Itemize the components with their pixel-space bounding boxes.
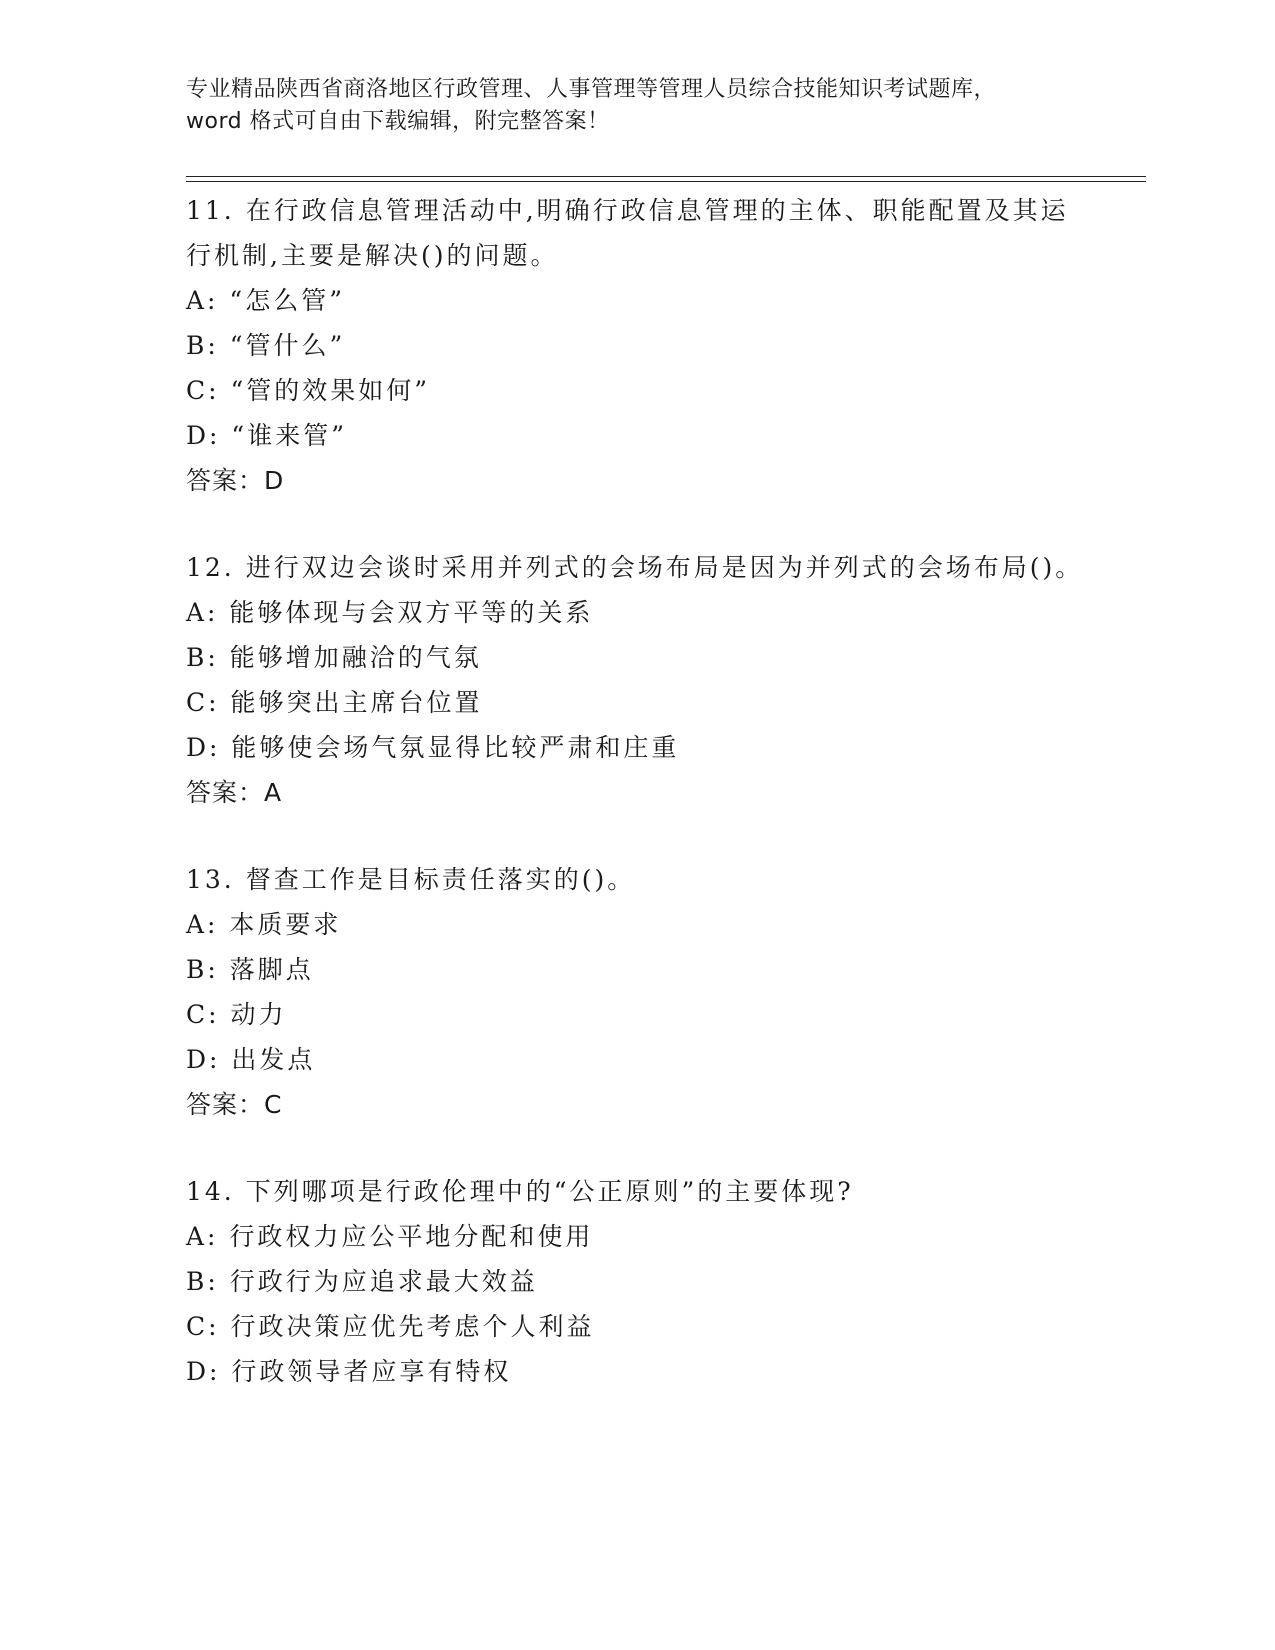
option-c: C: “管的效果如何”	[186, 376, 431, 405]
option-c: C: 动力	[186, 1000, 287, 1029]
option-a: A: 本质要求	[186, 910, 342, 939]
option-b: B: “管什么”	[186, 331, 346, 360]
option-b: B: 行政行为应追求最大效益	[186, 1267, 538, 1296]
answer-line: 答案：A	[186, 778, 283, 807]
option-d: D: “谁来管”	[186, 421, 347, 450]
option-d: D: 能够使会场气氛显得比较严肃和庄重	[186, 733, 680, 762]
header-line-1: 专业精品陕西省商洛地区行政管理、人事管理等管理人员综合技能知识考试题库，	[186, 77, 997, 102]
option-d: D: 出发点	[186, 1045, 316, 1074]
option-d: D: 行政领导者应享有特权	[186, 1357, 512, 1386]
option-b: B: 能够增加融洽的气氛	[186, 643, 482, 672]
question-stem: 14. 下列哪项是行政伦理中的“公正原则”的主要体现?	[186, 1177, 854, 1206]
page-header	[186, 74, 1106, 138]
question-stem: 13. 督查工作是目标责任落实的()。	[186, 865, 636, 894]
question-list	[186, 188, 1086, 1436]
answer-line: 答案：D	[186, 466, 285, 495]
option-a: A: “怎么管”	[186, 286, 345, 315]
question-11	[186, 188, 1086, 503]
answer-line: 答案：C	[186, 1090, 283, 1119]
question-13	[186, 857, 1086, 1127]
header-divider-top	[186, 176, 1146, 177]
option-c: C: 能够突出主席台位置	[186, 688, 483, 717]
question-12	[186, 545, 1086, 815]
option-a: A: 行政权力应公平地分配和使用	[186, 1222, 594, 1251]
question-14	[186, 1169, 1086, 1394]
header-line-2: word 格式可自由下载编辑，附完整答案！	[186, 109, 610, 134]
option-b: B: 落脚点	[186, 955, 314, 984]
option-a: A: 能够体现与会双方平等的关系	[186, 598, 594, 627]
header-divider-bottom	[186, 181, 1146, 182]
option-c: C: 行政决策应优先考虑个人利益	[186, 1312, 595, 1341]
question-stem: 12. 进行双边会谈时采用并列式的会场布局是因为并列式的会场布局()。	[186, 553, 1084, 582]
question-stem: 11. 在行政信息管理活动中,明确行政信息管理的主体、职能配置及其运行机制,主要是解决()的问题。	[186, 196, 1069, 270]
